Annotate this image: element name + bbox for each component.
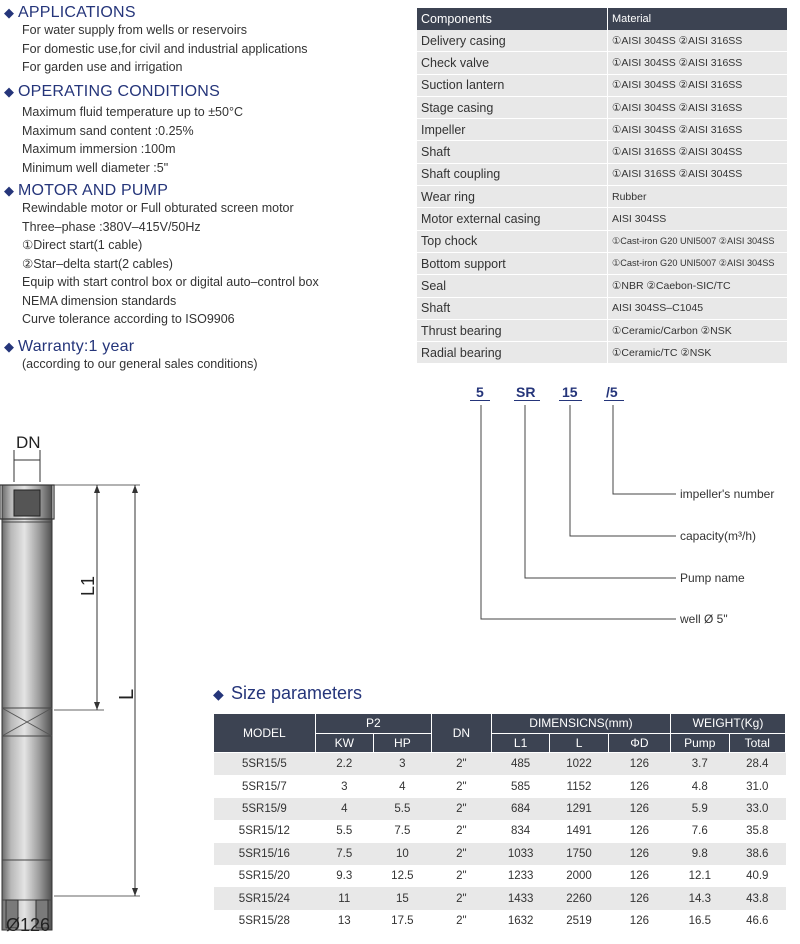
code-label-pump-name: Pump name bbox=[680, 571, 745, 585]
table-cell: 1022 bbox=[550, 753, 608, 776]
table-row: Seal ①NBR ②Caebon-SIC/TC bbox=[417, 275, 787, 297]
table-cell: 38.6 bbox=[729, 843, 785, 865]
table-cell: 12.1 bbox=[671, 865, 730, 887]
table-cell: 4.8 bbox=[671, 775, 730, 797]
table-cell: 5.9 bbox=[671, 798, 730, 820]
table-row: Check valve ①AISI 304SS ②AISI 316SS bbox=[417, 52, 787, 74]
table-cell: 11 bbox=[315, 887, 373, 909]
size-parameters-table bbox=[213, 713, 786, 932]
table-row: Impeller ①AISI 304SS ②AISI 316SS bbox=[417, 119, 787, 141]
table-cell: 5SR15/5 bbox=[214, 753, 316, 776]
warranty-note: (according to our general sales conditions) bbox=[22, 357, 258, 371]
table-row: Wear ring Rubber bbox=[417, 186, 787, 208]
table-row: Suction lantern ①AISI 304SS ②AISI 316SS bbox=[417, 74, 787, 96]
list-item: Minimum well diameter :5" bbox=[22, 160, 169, 175]
table-cell: 40.9 bbox=[729, 865, 785, 887]
table-cell: 7.5 bbox=[373, 820, 431, 842]
code-label-well: well Ø 5" bbox=[680, 612, 728, 626]
table-row: Shaft ①AISI 316SS ②AISI 304SS bbox=[417, 141, 787, 163]
code-label-capacity: capacity(m³/h) bbox=[680, 529, 757, 543]
table-cell: 15 bbox=[373, 887, 431, 909]
list-item: Curve tolerance according to ISO9906 bbox=[22, 312, 235, 326]
table-cell: 684 bbox=[491, 798, 549, 820]
table-header-row: KW HP L1 L ΦD Pump Total bbox=[214, 733, 786, 753]
table-cell: 33.0 bbox=[729, 798, 785, 820]
table-cell: 5SR15/28 bbox=[214, 910, 316, 932]
table-cell: 126 bbox=[608, 753, 670, 776]
table-cell: 7.5 bbox=[315, 843, 373, 865]
table-cell: 43.8 bbox=[729, 887, 785, 909]
table-cell: 1291 bbox=[550, 798, 608, 820]
table-row: Delivery casing ①AISI 304SS ②AISI 316SS bbox=[417, 30, 787, 52]
l1-label: L1 bbox=[78, 575, 98, 596]
code-part-name: SR bbox=[516, 384, 536, 400]
table-cell: 5.5 bbox=[315, 820, 373, 842]
table-cell: 126 bbox=[608, 820, 670, 842]
warranty-heading: ◆ Warranty:1 year bbox=[4, 338, 135, 355]
table-row: Motor external casing AISI 304SS bbox=[417, 208, 787, 230]
material-header: Material bbox=[608, 8, 788, 30]
table-cell: 4 bbox=[373, 775, 431, 797]
list-item: For domestic use,for civil and industrial applications bbox=[22, 41, 308, 56]
table-cell: 2" bbox=[431, 887, 491, 909]
table-cell: 10 bbox=[373, 843, 431, 865]
table-cell: 16.5 bbox=[671, 910, 730, 932]
table-cell: 31.0 bbox=[729, 775, 785, 797]
table-cell: 126 bbox=[608, 775, 670, 797]
diamond-bullet-icon: ◆ bbox=[4, 84, 15, 99]
table-cell: 126 bbox=[608, 887, 670, 909]
code-label-impellers: impeller's number bbox=[680, 487, 775, 501]
diamond-bullet-icon: ◆ bbox=[4, 183, 15, 198]
table-cell: 126 bbox=[608, 798, 670, 820]
table-cell: 46.6 bbox=[729, 910, 785, 932]
table-row: Thrust bearing ①Ceramic/Carbon ②NSK bbox=[417, 319, 787, 341]
table-cell: 1491 bbox=[550, 820, 608, 842]
code-part-well: 5 bbox=[476, 384, 484, 400]
table-cell: 834 bbox=[491, 820, 549, 842]
table-cell: 2" bbox=[431, 820, 491, 842]
list-item: ①Direct start(1 cable) bbox=[22, 238, 143, 252]
table-cell: 17.5 bbox=[373, 910, 431, 932]
table-cell: 2260 bbox=[550, 887, 608, 909]
table-row: Radial bearing ①Ceramic/TC ②NSK bbox=[417, 342, 787, 364]
table-cell: 9.8 bbox=[671, 843, 730, 865]
table-row bbox=[214, 820, 786, 842]
list-item: Three–phase :380V–415V/50Hz bbox=[22, 219, 201, 234]
table-cell: 5.5 bbox=[373, 798, 431, 820]
code-part-impellers: /5 bbox=[606, 384, 618, 400]
table-header-row: MODEL P2 DN DIMENSICNS(mm) WEIGHT(Kg) bbox=[214, 714, 786, 734]
table-cell: 2000 bbox=[550, 865, 608, 887]
size-params-heading: ◆ Size parameters bbox=[213, 683, 363, 703]
table-row: Stage casing ①AISI 304SS ②AISI 316SS bbox=[417, 96, 787, 118]
table-cell: 13 bbox=[315, 910, 373, 932]
diamond-bullet-icon: ◆ bbox=[213, 686, 224, 702]
table-cell: 3.7 bbox=[671, 753, 730, 776]
diameter-label: Ø126 bbox=[6, 915, 51, 935]
table-cell: 1433 bbox=[491, 887, 549, 909]
table-cell: 12.5 bbox=[373, 865, 431, 887]
list-item: Maximum sand content :0.25% bbox=[22, 123, 194, 138]
list-item: Equip with start control box or digital auto–control box bbox=[22, 275, 319, 289]
table-row bbox=[214, 910, 786, 932]
table-row bbox=[214, 865, 786, 887]
table-cell: 2" bbox=[431, 865, 491, 887]
table-row bbox=[214, 887, 786, 909]
table-cell: 5SR15/20 bbox=[214, 865, 316, 887]
table-cell: 4 bbox=[315, 798, 373, 820]
components-header: Components bbox=[417, 8, 608, 30]
list-item: For water supply from wells or reservoirs bbox=[22, 23, 248, 37]
table-cell: 1233 bbox=[491, 865, 549, 887]
list-item: NEMA dimension standards bbox=[22, 293, 177, 308]
table-row bbox=[214, 843, 786, 865]
table-cell: 2519 bbox=[550, 910, 608, 932]
table-cell: 585 bbox=[491, 775, 549, 797]
table-cell: 5SR15/12 bbox=[214, 820, 316, 842]
list-item: For garden use and irrigation bbox=[22, 60, 183, 74]
table-cell: 1152 bbox=[550, 775, 608, 797]
applications-heading: ◆ APPLICATIONS bbox=[4, 4, 136, 21]
table-cell: 2" bbox=[431, 843, 491, 865]
l-label: L bbox=[116, 688, 138, 700]
table-cell: 2" bbox=[431, 798, 491, 820]
table-cell: 1033 bbox=[491, 843, 549, 865]
table-cell: 126 bbox=[608, 865, 670, 887]
table-row bbox=[214, 798, 786, 820]
table-cell: 5SR15/24 bbox=[214, 887, 316, 909]
table-row bbox=[214, 775, 786, 797]
table-cell: 1750 bbox=[550, 843, 608, 865]
list-item: Maximum immersion :100m bbox=[22, 142, 176, 156]
pump-drawing bbox=[0, 430, 160, 944]
table-cell: 1632 bbox=[491, 910, 549, 932]
table-cell: 5SR15/9 bbox=[214, 798, 316, 820]
list-item: ②Star–delta start(2 cables) bbox=[22, 256, 173, 271]
table-cell: 2" bbox=[431, 753, 491, 776]
table-cell: 2" bbox=[431, 910, 491, 932]
dn-label: DN bbox=[16, 433, 41, 452]
table-cell: 126 bbox=[608, 910, 670, 932]
table-row: Shaft coupling ①AISI 316SS ②AISI 304SS bbox=[417, 163, 787, 185]
table-cell: 2" bbox=[431, 775, 491, 797]
motor-heading: ◆ MOTOR AND PUMP bbox=[4, 182, 169, 199]
table-cell: 2.2 bbox=[315, 753, 373, 776]
table-cell: 35.8 bbox=[729, 820, 785, 842]
table-cell: 28.4 bbox=[729, 753, 785, 776]
diamond-bullet-icon: ◆ bbox=[4, 339, 15, 354]
table-row: Top chock ①Cast-iron G20 UNI5007 ②AISI 304SS bbox=[417, 230, 787, 252]
operating-heading: ◆ OPERATING CONDITIONS bbox=[4, 83, 220, 100]
table-cell: 5SR15/7 bbox=[214, 775, 316, 797]
table-cell: 14.3 bbox=[671, 887, 730, 909]
table-cell: 7.6 bbox=[671, 820, 730, 842]
table-cell: 3 bbox=[315, 775, 373, 797]
list-item: Rewindable motor or Full obturated screen motor bbox=[22, 201, 294, 215]
table-cell: 485 bbox=[491, 753, 549, 776]
list-item: Maximum fluid temperature up to ±50°C bbox=[22, 105, 243, 119]
table-cell: 3 bbox=[373, 753, 431, 776]
table-cell: 5SR15/16 bbox=[214, 843, 316, 865]
table-cell: 9.3 bbox=[315, 865, 373, 887]
diamond-bullet-icon: ◆ bbox=[4, 5, 15, 20]
table-row bbox=[214, 753, 786, 776]
table-row: Shaft AISI 304SS–C1045 bbox=[417, 297, 787, 319]
table-row: Bottom support ①Cast-iron G20 UNI5007 ②AISI 304SS bbox=[417, 252, 787, 274]
table-cell: 126 bbox=[608, 843, 670, 865]
code-part-capacity: 15 bbox=[562, 384, 578, 400]
